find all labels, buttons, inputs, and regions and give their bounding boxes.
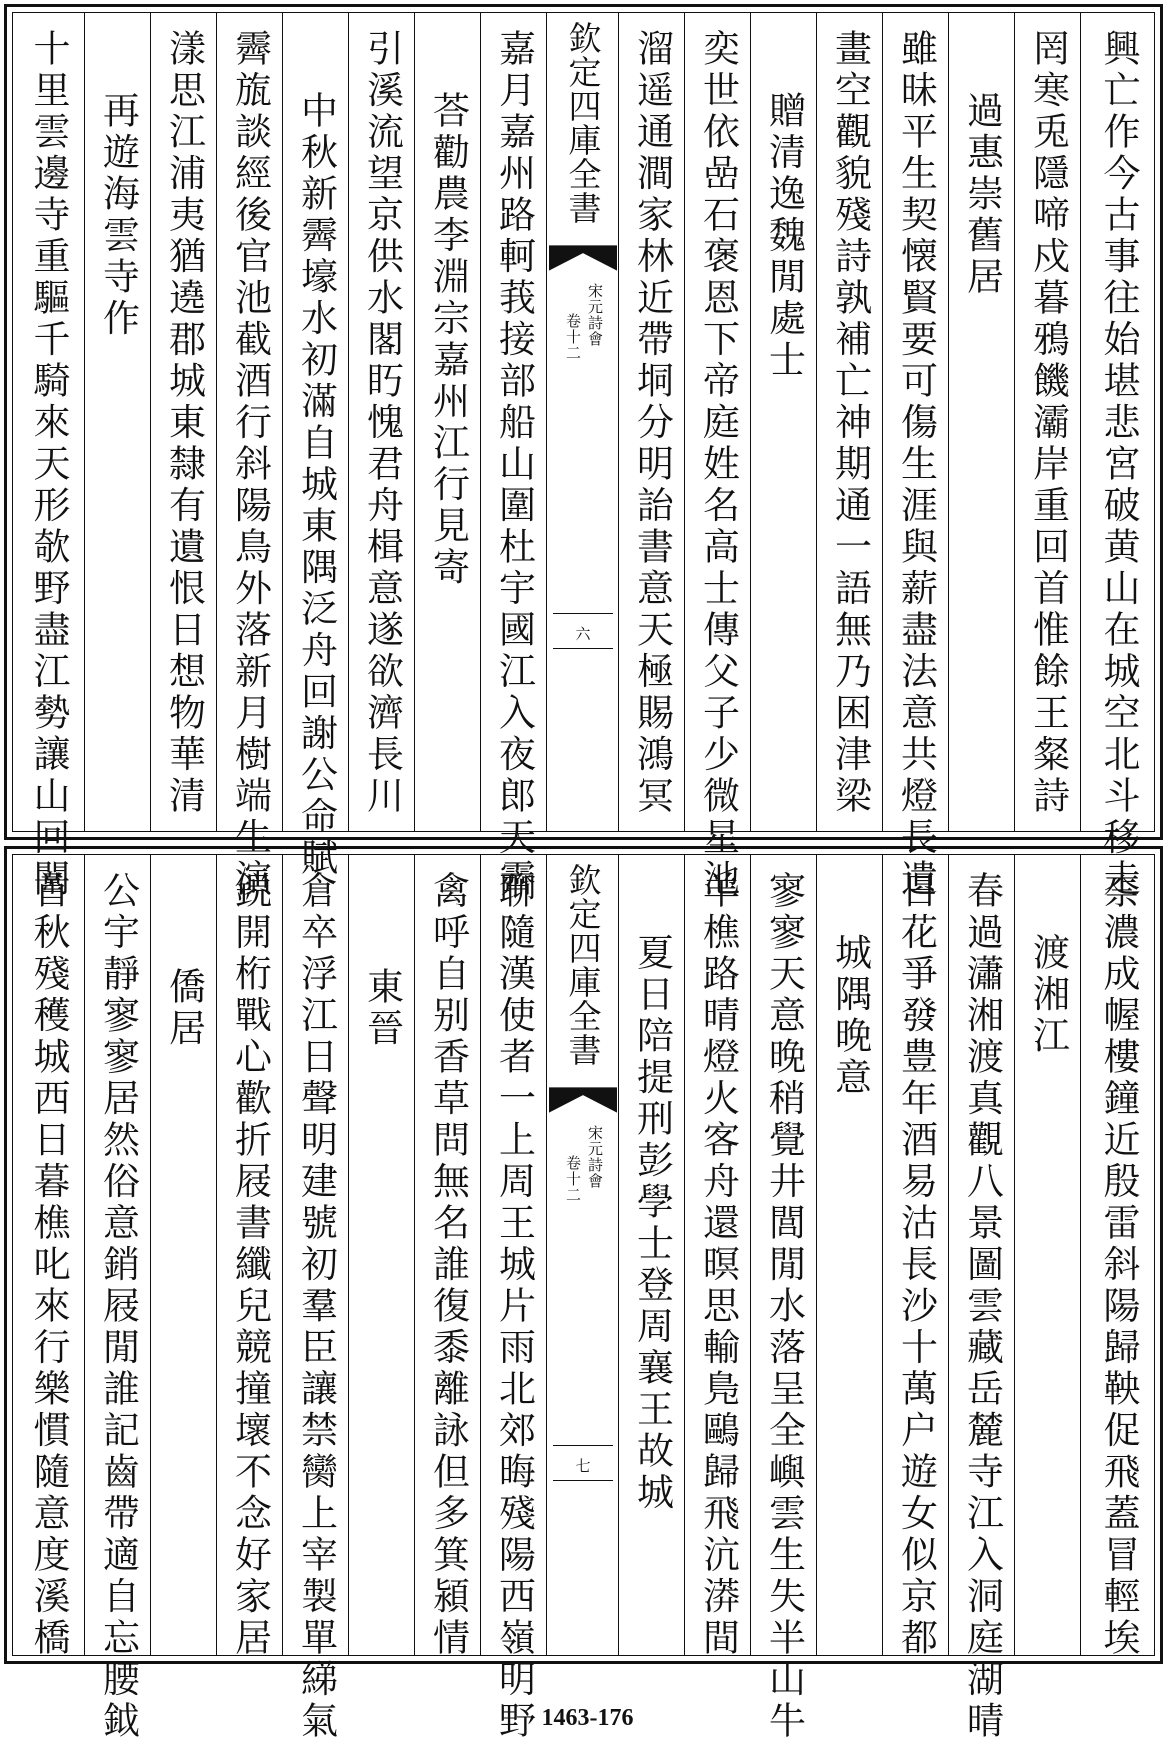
text-column bbox=[882, 13, 949, 901]
text-column bbox=[618, 855, 685, 1655]
column-text: 霽旊談經後官池截酒行斜陽鳥外落新月樹端生演 bbox=[228, 29, 272, 901]
text-column bbox=[618, 13, 685, 831]
text-column bbox=[84, 13, 151, 831]
poem-title: 僑居 bbox=[162, 967, 206, 1050]
text-column bbox=[948, 13, 1015, 831]
text-column bbox=[684, 855, 751, 1660]
text-column bbox=[150, 13, 217, 831]
text-column bbox=[816, 855, 883, 1655]
text-column bbox=[480, 855, 547, 1743]
page-number: 六 bbox=[575, 625, 591, 643]
text-column bbox=[684, 13, 751, 901]
column-text: 羊樵路晴燈火客舟還暝思輸鳬鷗歸飛沆漭間 bbox=[696, 871, 740, 1660]
spine-volume: 卷十二 bbox=[564, 313, 582, 361]
poem-title: 城隅晚意 bbox=[828, 933, 872, 1099]
column-text: 春過瀟湘渡真觀八景圖雲藏岳麓寺江入洞庭湖晴 bbox=[960, 871, 1004, 1743]
poem-title: 再遊海雲寺作 bbox=[96, 91, 140, 340]
poem-title: 東晉 bbox=[360, 967, 404, 1050]
spine-divider bbox=[553, 1480, 613, 1481]
column-text: 鋭開桁戰心歡折屐書纖兒競撞壞不念好家居 bbox=[228, 871, 272, 1660]
column-text: 嘉月嘉州路軻莪接部船山圍杜宇國江入夜郎天霽 bbox=[492, 29, 536, 901]
text-column bbox=[480, 13, 547, 901]
spine-collection: 宋元詩會 bbox=[586, 283, 604, 347]
text-column bbox=[84, 855, 151, 1743]
column-text: 公宇靜寥寥居然俗意銷屐閒誰記齒帶適自忘腰鉞 bbox=[96, 871, 140, 1743]
text-column bbox=[150, 855, 217, 1655]
page-top bbox=[4, 4, 1163, 901]
text-column bbox=[216, 13, 283, 901]
column-text: 畫空觀貌殘詩孰補亡神期通一語無乃困津梁 bbox=[828, 29, 872, 818]
fish-tail-icon bbox=[549, 1087, 617, 1113]
spine-divider bbox=[553, 648, 613, 649]
poem-title: 渡湘江 bbox=[1026, 933, 1070, 1058]
text-column bbox=[1080, 855, 1156, 1660]
spine-title: 欽定四庫全書 bbox=[563, 21, 603, 225]
column-text: 日花爭發豊年酒易沽長沙十萬户遊女似京都 bbox=[894, 871, 938, 1660]
text-column bbox=[750, 13, 817, 831]
footer-page-reference: 1463-176 bbox=[541, 1705, 634, 1731]
column-text: 雖昧平生契懐賢要可傷生涯與薪盡法意共燈長遺 bbox=[894, 29, 938, 901]
text-column bbox=[414, 855, 481, 1660]
spine-divider bbox=[553, 613, 613, 614]
column-text: 首秋殘穫城西日暮樵叱來行樂慣隨意度溪橋 bbox=[27, 871, 70, 1660]
poem-title: 贈清逸魏閒處士 bbox=[762, 91, 806, 382]
poem-title: 中秋新霽壕水初滿自城東隅泛舟回謝公命賦 bbox=[294, 91, 338, 880]
spine-divider bbox=[553, 1445, 613, 1446]
column-text: 倉卒浮江日聲明建號初羣臣讓禁臠上宰製單綈氣 bbox=[294, 871, 338, 1743]
column-text: 聊隨漢使者一上周王城片雨北郊晦殘陽西嶺明野 bbox=[492, 871, 536, 1743]
text-column bbox=[414, 13, 481, 831]
book-spine bbox=[546, 13, 619, 831]
spine-collection: 宋元詩會 bbox=[586, 1125, 604, 1189]
poem-title: 夏日陪提刑彭學士登周襄王故城 bbox=[630, 933, 674, 1514]
text-column bbox=[1014, 855, 1081, 1655]
column-text: 奕世依嵒石褒恩下帝庭姓名高士傳父子少微星池 bbox=[696, 29, 740, 901]
text-column bbox=[1080, 13, 1156, 901]
text-column bbox=[348, 855, 415, 1655]
page-number: 七 bbox=[575, 1457, 591, 1475]
column-text: 柰濃成幄樓鐘近殷雷斜陽歸鞅促飛蓋冒輕埃 bbox=[1097, 871, 1140, 1660]
book-spine bbox=[546, 855, 619, 1655]
text-column bbox=[282, 13, 349, 880]
column-text: 溜遥通澗家林近帶垌分明詒書意天極賜鴻冥 bbox=[630, 29, 674, 818]
poem-title: 過惠崇舊居 bbox=[960, 91, 1004, 299]
text-column bbox=[816, 13, 883, 831]
column-text: 禽呼自别香草問無名誰復黍離詠但多箕潁情 bbox=[426, 871, 470, 1660]
text-column bbox=[13, 855, 84, 1660]
text-column bbox=[750, 855, 817, 1743]
column-text: 罔寒兎隱啼戍暮鴉饑灞岸重回首惟餘王粲詩 bbox=[1026, 29, 1070, 818]
text-column bbox=[1014, 13, 1081, 831]
fish-tail-icon bbox=[549, 245, 617, 271]
column-text: 漾思江浦夷猶遶郡城東隸有遺恨日想物華清 bbox=[162, 29, 206, 818]
column-text: 興亡作今古事往始堪悲宮破黄山在城空北斗移走 bbox=[1097, 29, 1140, 901]
spine-title: 欽定四庫全書 bbox=[563, 863, 603, 1067]
column-text: 寥寥天意晚稍覺井閭閒水落呈全嶼雲生失半山牛 bbox=[762, 871, 806, 1743]
text-column bbox=[282, 855, 349, 1743]
text-column bbox=[948, 855, 1015, 1743]
column-text: 十里雲邊寺重驅千騎來天形欹野盡江勢讓山回闈 bbox=[27, 29, 70, 901]
spine-volume: 卷十二 bbox=[564, 1155, 582, 1203]
poem-title: 荅勸農李淵宗嘉州江行見寄 bbox=[426, 91, 470, 589]
text-column bbox=[13, 13, 84, 901]
text-column bbox=[882, 855, 949, 1660]
text-column bbox=[348, 13, 415, 831]
text-column bbox=[216, 855, 283, 1660]
column-text: 引溪流望京供水閣䀎愧君舟楫意遂欲濟長川 bbox=[360, 29, 404, 818]
page-top-inner-border bbox=[12, 12, 1155, 901]
